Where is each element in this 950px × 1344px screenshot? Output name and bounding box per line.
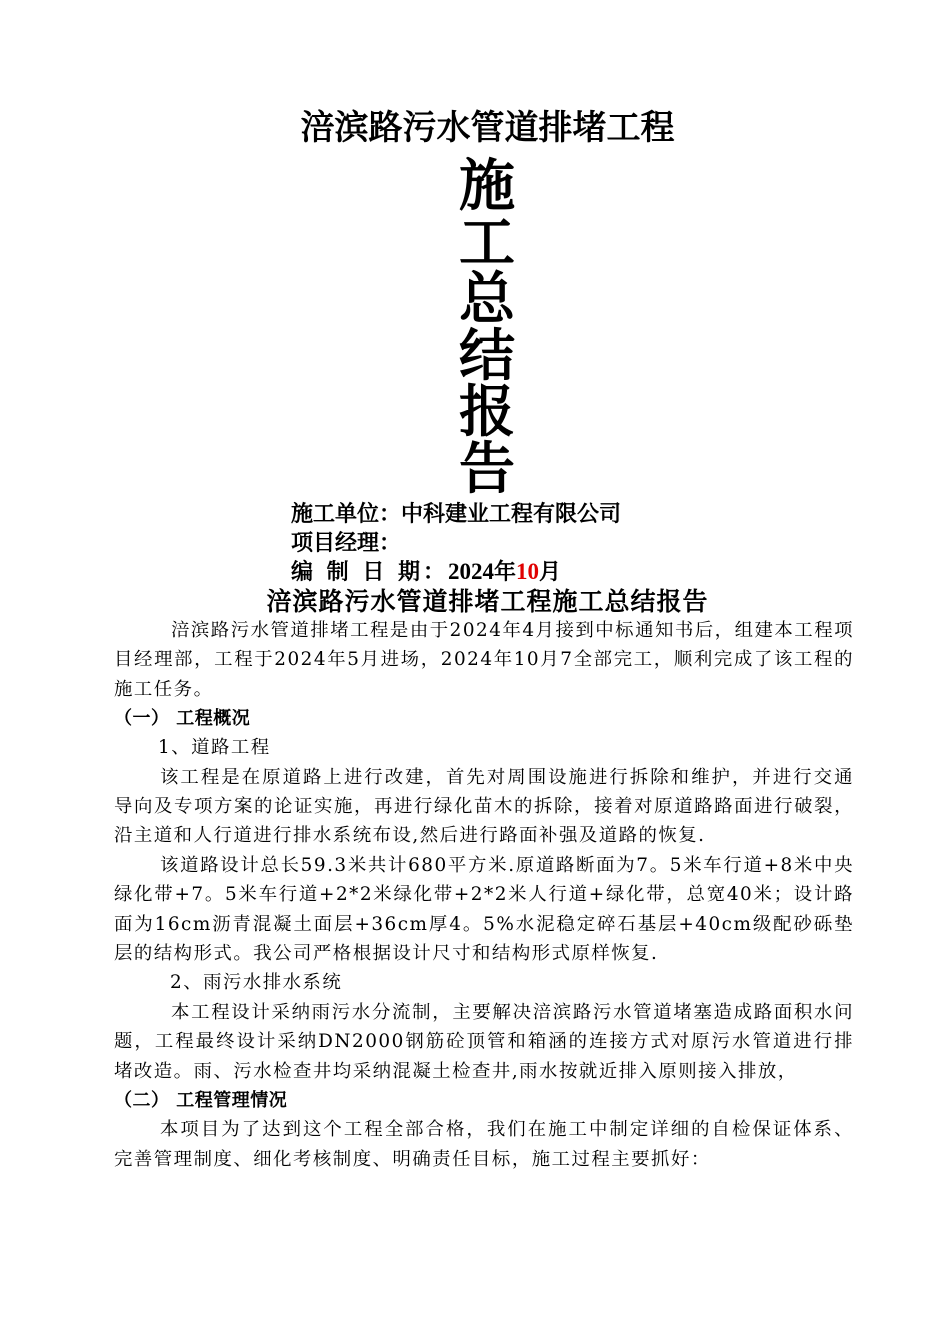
- road-paragraph-1: 该工程是在原道路上进行改建，首先对周围设施进行拆除和维护，并进行交通导向及专项方案的论证实施，再进行绿化苗木的拆除，接着对原道路路面进行破裂，沿主道和人行道进行排水系统布设,然后进行路面补强及道路的恢复.: [114, 766, 854, 847]
- vertical-char: 总: [459, 266, 515, 332]
- sub-heading-road: 1、道路工程: [158, 737, 271, 759]
- unit-value: 中科建业工程有限公司: [401, 501, 622, 527]
- sub-heading-drainage: 2、雨污水排水系统: [170, 972, 343, 994]
- date-month: 10: [516, 559, 539, 584]
- manager-row: [291, 529, 621, 558]
- date-year: 2024: [447, 559, 494, 584]
- vertical-char: 告: [459, 435, 515, 502]
- date-label: 编 制 日 期：: [291, 559, 448, 585]
- vertical-char: 结: [459, 322, 515, 389]
- cover-info: [291, 500, 621, 587]
- management-paragraph-1: 本项目为了达到这个工程全部合格，我们在施工中制定详细的自检保证体系、完善管理制度、细化考核制度、明确责任目标，施工过程主要抓好：: [114, 1119, 854, 1170]
- date-year-suffix: 年: [493, 559, 516, 585]
- intro-paragraph: 涪滨路污水管道排堵工程是由于2024年4月接到中标通知书后，组建本工程项目经理部，工程于2024年5月进场，2024年10月7全部完工，顺利完成了该工程的施工任务。: [114, 620, 854, 700]
- section-heading-overview: （一） 工程概况: [114, 708, 251, 730]
- unit-row: [291, 500, 621, 529]
- manager-label: 项目经理：: [291, 530, 402, 556]
- unit-label: 施工单位：: [291, 501, 402, 527]
- road-paragraph-2: 该道路设计总长59.3米共计680平方米.原道路断面为7。5米车行道+8米中央绿化带+7。5米车行道+2*2米绿化带+2*2米人行道+绿化带，总宽40米；设计路面为16cm沥青混凝土面层+36cm厚4。5%水泥稳定碎石基层+40cm级配砂砾垫层的结构形式。我公司严格根据设计尺寸和结构形式原样恢复.: [114, 854, 854, 965]
- date-month-suffix: 月: [539, 559, 562, 585]
- report-title: 涪滨路污水管道排堵工程施工总结报告: [266, 587, 709, 616]
- vertical-char: 工: [459, 209, 515, 276]
- vertical-char: 报: [459, 379, 515, 445]
- vertical-title: [452, 153, 522, 502]
- date-row: [291, 558, 621, 587]
- report-body: [114, 616, 854, 1174]
- section-heading-management: （二） 工程管理情况: [114, 1090, 288, 1112]
- drainage-paragraph-1: 本工程设计采纳雨污水分流制，主要解决涪滨路污水管道堵塞造成路面积水问题，工程最终设计采纳DN2000钢筋砼顶管和箱涵的连接方式对原污水管道进行排堵改造。雨、污水检查井均采纳混凝土检查井,雨水按就近排入原则接入排放，: [114, 1001, 854, 1082]
- cover-title: 涪滨路污水管道排堵工程: [300, 108, 675, 148]
- vertical-char: 施: [459, 153, 515, 219]
